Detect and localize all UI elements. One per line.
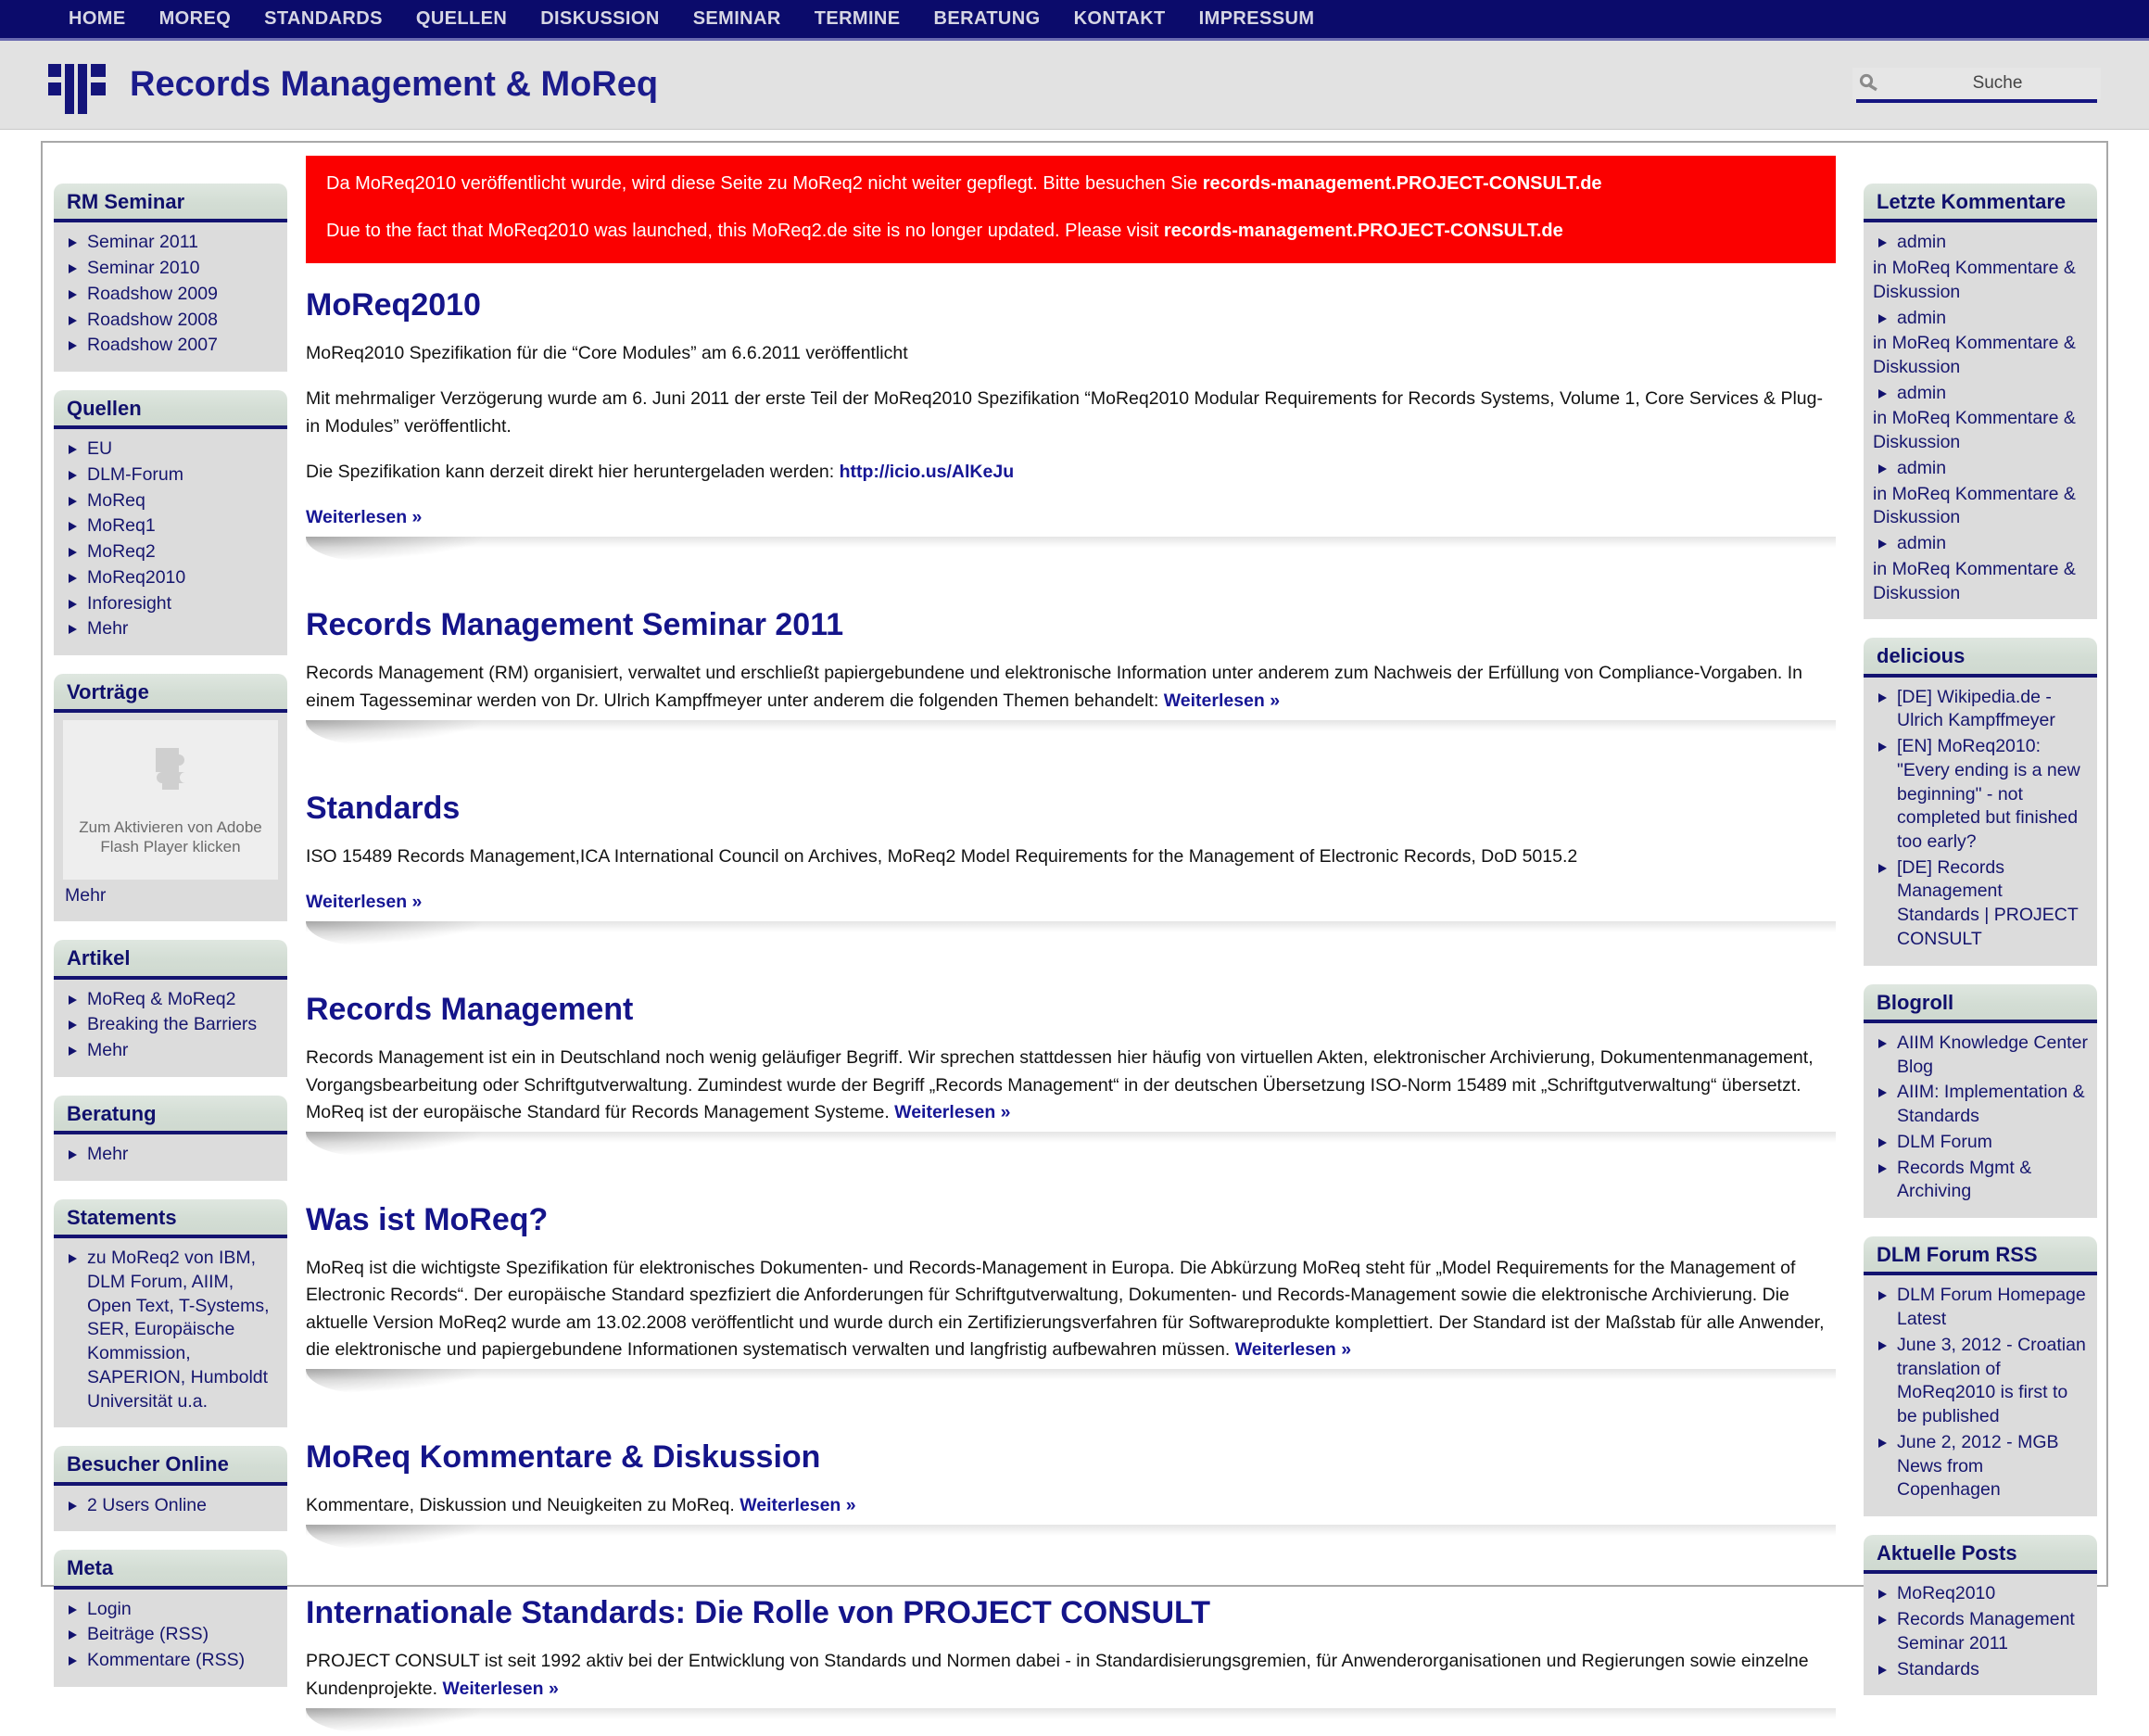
nav-item-home[interactable]: HOME xyxy=(69,8,126,29)
widget-title: RM Seminar xyxy=(67,190,185,213)
widget-body xyxy=(1864,222,2097,619)
widget-artikel xyxy=(54,940,287,1077)
top-navigation-bar xyxy=(0,0,2149,41)
widget-blogroll xyxy=(1864,984,2097,1218)
paragraph-text: PROJECT CONSULT ist seit 1992 aktiv bei der Entwicklung von Standards und Normen dabei - in Standardisierungsgremien, für Anwenderorganisationen und Regierungen sowie einzelne Kundenprojekte. xyxy=(306,1651,1809,1699)
post-body xyxy=(306,1255,1836,1363)
list-item[interactable]: June 2, 2012 - MGB News from Copenhagen xyxy=(1873,1430,2088,1503)
list-item[interactable]: DLM-Forum xyxy=(63,463,278,488)
list-item[interactable]: Breaking the Barriers xyxy=(63,1012,278,1038)
post-paragraph xyxy=(306,340,1836,367)
comment-author[interactable]: admin xyxy=(1873,381,2088,407)
page-curl-shadow xyxy=(306,720,1836,748)
page-title: Records Management & MoReq xyxy=(130,65,659,104)
widget-title: Quellen xyxy=(67,396,142,420)
widget-vortr-ge xyxy=(54,674,287,921)
post-body xyxy=(306,340,1836,531)
comment-author[interactable]: admin xyxy=(1873,456,2088,482)
site-header xyxy=(0,41,2149,130)
list-item[interactable]: Mehr xyxy=(63,1038,278,1064)
page-curl-shadow xyxy=(306,1708,1836,1736)
widget-title: Aktuelle Posts xyxy=(1877,1541,2017,1565)
comment-context: in MoReq Kommentare & Diskussion xyxy=(1873,483,2076,528)
widget-body xyxy=(1864,678,2097,966)
widget-title: Beratung xyxy=(67,1101,157,1125)
widget-header xyxy=(1864,184,2097,222)
post-body xyxy=(306,1045,1836,1126)
flash-player-placeholder[interactable] xyxy=(63,720,278,880)
post-more-row xyxy=(306,504,1836,531)
widget-title: Vorträge xyxy=(67,680,149,704)
widget-body xyxy=(54,980,287,1077)
widget-title: Blogroll xyxy=(1877,990,1954,1014)
widget-header xyxy=(54,1550,287,1589)
list-item[interactable]: [EN] MoReq2010: "Every ending is a new beginning" - not completed but finished too early? xyxy=(1873,734,2088,855)
list-item[interactable]: Kommentare (RSS) xyxy=(63,1648,278,1674)
read-more-link[interactable]: Weiterlesen » xyxy=(442,1678,559,1699)
widget-letzte-kommentare xyxy=(1864,184,2097,619)
widget-header xyxy=(54,674,287,713)
post xyxy=(306,287,1836,564)
list-item[interactable]: Mehr xyxy=(63,1142,278,1168)
page-curl-shadow xyxy=(306,921,1836,949)
widget-body xyxy=(54,429,287,655)
paragraph-text: Records Management (RM) organisiert, verwaltet und erschließt papiergebundene und elektronische Information unter anderem zum Nachweis der Erfüllung von Compliance-Vorgaben. In einem Tagesseminar werden von Dr. Ulrich Kampffmeyer unter anderem die folgenden Themen behandelt: xyxy=(306,663,1803,711)
list-item[interactable]: MoReq xyxy=(63,488,278,514)
post xyxy=(306,607,1836,748)
list-item[interactable]: Roadshow 2009 xyxy=(63,282,278,308)
widget-body xyxy=(54,1590,287,1687)
widget-meta xyxy=(54,1550,287,1687)
post xyxy=(306,992,1836,1159)
search-input[interactable] xyxy=(1882,72,2113,95)
post-inline-link[interactable]: http://icio.us/AlKeJu xyxy=(839,461,1015,482)
nav-item-quellen[interactable]: QUELLEN xyxy=(415,8,508,29)
page-curl-shadow xyxy=(306,1369,1836,1397)
widget-header xyxy=(1864,638,2097,677)
paragraph-text: Mit mehrmaliger Verzögerung wurde am 6. Juni 2011 der erste Teil der MoReq2010 Spezifikation “MoReq2010 Modular Requirements for Records Systems, Volume 1, Core Services & Plug-in Modules” veröffentlicht. xyxy=(306,388,1823,437)
post-paragraph xyxy=(306,1255,1836,1363)
list-item[interactable]: MoReq2010 xyxy=(1873,1581,2088,1607)
nav-item-standards[interactable]: STANDARDS xyxy=(264,8,383,29)
list-item[interactable]: [DE] Wikipedia.de - Ulrich Kampffmeyer xyxy=(1873,685,2088,734)
comment-context: in MoReq Kommentare & Diskussion xyxy=(1873,258,2076,302)
list-item[interactable]: Standards xyxy=(1873,1657,2088,1683)
comment-context: in MoReq Kommentare & Diskussion xyxy=(1873,408,2076,453)
widget-title: Meta xyxy=(67,1556,114,1580)
post-paragraph xyxy=(306,459,1836,486)
list-item[interactable]: Beiträge (RSS) xyxy=(63,1622,278,1648)
list-item[interactable]: MoReq1 xyxy=(63,513,278,539)
read-more-link[interactable]: Weiterlesen » xyxy=(1234,1338,1352,1360)
widget-header xyxy=(54,1199,287,1238)
widget-body xyxy=(1864,1275,2097,1516)
widget-body xyxy=(54,222,287,372)
paragraph-text: MoReq ist die wichtigste Spezifikation für elektronisches Dokumenten- und Records-Management in Europa. Die Abkürzung MoReq steht für „Model Requirements for the Management of Electronic Records“. Der europäische Standard spezfiziert die Anforderungen für Schriftgutverwaltung, Dokumenten- und Records-Management sowie die elektronische Archivierung. Die aktuelle Version MoReq2 wurde am 13.02.2008 veröffentlicht und wurde durch ein Zertifizierungsverfahren für Softwareprodukte komplettiert. Der Standard ist der Maßstab für alle Anwender, die elektronische und papiergebundene Informationen systematisch verwalten und langfristig aufbewahren müssen. xyxy=(306,1258,1825,1360)
post-title[interactable]: MoReq2010 xyxy=(306,287,481,323)
widget-statements xyxy=(54,1199,287,1427)
post xyxy=(306,1595,1836,1736)
nav-item-termine[interactable]: TERMINE xyxy=(814,8,901,29)
paragraph-text: Kommentare, Diskussion und Neuigkeiten zu MoReq. xyxy=(306,1495,740,1515)
list-item[interactable]: zu MoReq2 von IBM, DLM Forum, AIIM, Open Text, T-Systems, SER, Europäische Kommission, SAPERION, Humboldt Universität u.a. xyxy=(63,1246,278,1414)
post-paragraph xyxy=(306,1648,1836,1703)
post-body xyxy=(306,843,1836,917)
widget-body xyxy=(54,1486,287,1532)
list-item[interactable]: AIIM: Implementation & Standards xyxy=(1873,1080,2088,1129)
notice-english-text: Due to the fact that MoReq2010 was launched, this MoReq2.de site is no longer updated. Please visit xyxy=(326,221,1164,241)
nav-item-kontakt[interactable]: KONTAKT xyxy=(1073,8,1166,29)
list-item[interactable]: June 3, 2012 - Croatian translation of MoReq2010 is first to be published xyxy=(1873,1333,2088,1430)
post-title[interactable]: Internationale Standards: Die Rolle von PROJECT CONSULT xyxy=(306,1595,1211,1631)
list-item[interactable]: DLM Forum xyxy=(1873,1130,2088,1156)
widget-title: delicious xyxy=(1877,644,1966,668)
page-curl-shadow xyxy=(306,1525,1836,1552)
widget-aktuelle-posts xyxy=(1864,1535,2097,1695)
list-item[interactable]: Records Mgmt & Archiving xyxy=(1873,1156,2088,1205)
paragraph-text: MoReq2010 Spezifikation für die “Core Modules” am 6.6.2011 veröffentlicht xyxy=(306,343,908,363)
post-title[interactable]: Standards xyxy=(306,790,461,826)
notice-english xyxy=(326,218,1815,245)
search-icon xyxy=(1858,73,1882,94)
ff-logo xyxy=(48,57,106,114)
post-title[interactable]: Was ist MoReq? xyxy=(306,1202,549,1237)
list-item[interactable]: Roadshow 2008 xyxy=(63,308,278,334)
read-more-link[interactable]: Weiterlesen » xyxy=(740,1495,856,1515)
paragraph-text: ISO 15489 Records Management,ICA International Council on Archives, MoReq2 Model Requirements for the Management of Electronic Records, DoD 5015.2 xyxy=(306,845,1578,867)
widget-header xyxy=(1864,984,2097,1023)
nav-item-diskussion[interactable]: DISKUSSION xyxy=(540,8,660,29)
notice-german-text: Da MoReq2010 veröffentlicht wurde, wird diese Seite zu MoReq2 nicht weiter gepflegt. Bitte besuchen Sie xyxy=(326,173,1203,194)
post-title[interactable]: Records Management Seminar 2011 xyxy=(306,607,844,643)
post xyxy=(306,1439,1836,1552)
list-item[interactable]: AIIM Knowledge Center Blog xyxy=(1873,1031,2088,1080)
list-item[interactable]: Seminar 2010 xyxy=(63,256,278,282)
comment-author[interactable]: admin xyxy=(1873,230,2088,256)
widget-more-link[interactable]: Mehr xyxy=(65,885,107,906)
site-notice-banner xyxy=(306,156,1836,263)
content-frame xyxy=(41,141,2108,1699)
widget-besucher-online xyxy=(54,1446,287,1531)
post-more-row xyxy=(306,889,1836,916)
list-item[interactable]: EU xyxy=(63,437,278,463)
list-item[interactable]: 2 Users Online xyxy=(63,1493,278,1519)
list-item[interactable]: DLM Forum Homepage Latest xyxy=(1873,1283,2088,1332)
widget-header xyxy=(1864,1535,2097,1574)
flash-placeholder-text: Zum Aktivieren von Adobe Flash Player klicken xyxy=(79,817,262,856)
widget-header xyxy=(54,940,287,979)
notice-german-link[interactable]: records-management.PROJECT-CONSULT.de xyxy=(1202,173,1602,194)
paragraph-text: Die Spezifikation kann derzeit direkt hier heruntergeladen werden: xyxy=(306,461,840,482)
list-item[interactable]: Inforesight xyxy=(63,591,278,617)
page-curl-shadow xyxy=(306,1132,1836,1159)
widget-delicious xyxy=(1864,638,2097,965)
post-list xyxy=(306,287,1836,1736)
read-more-link[interactable]: Weiterlesen » xyxy=(894,1101,1011,1122)
page-curl-shadow xyxy=(306,537,1836,564)
list-item[interactable]: Login xyxy=(63,1597,278,1623)
list-item[interactable]: MoReq2 xyxy=(63,539,278,565)
list-item[interactable]: [DE] Records Management Standards | PROJECT CONSULT xyxy=(1873,855,2088,953)
nav-item-moreq[interactable]: MOREQ xyxy=(158,8,232,29)
widget-header xyxy=(54,1446,287,1485)
widget-body xyxy=(1864,1574,2097,1695)
widget-dlm-forum-rss xyxy=(1864,1236,2097,1516)
comment-context: in MoReq Kommentare & Diskussion xyxy=(1873,333,2076,377)
left-sidebar xyxy=(54,156,287,1671)
post-title[interactable]: Records Management xyxy=(306,992,634,1028)
read-more-link[interactable]: Weiterlesen » xyxy=(306,507,423,527)
widget-beratung xyxy=(54,1096,287,1181)
list-item[interactable]: Seminar 2011 xyxy=(63,230,278,256)
widget-title: DLM Forum RSS xyxy=(1877,1243,2038,1267)
widget-header xyxy=(1864,1236,2097,1275)
widget-quellen xyxy=(54,390,287,655)
puzzle-piece-icon xyxy=(138,744,203,808)
widget-title: Artikel xyxy=(67,946,131,970)
widget-title: Statements xyxy=(67,1205,177,1229)
post-paragraph xyxy=(306,660,1836,715)
right-sidebar xyxy=(1864,156,2097,1679)
post-body xyxy=(306,1492,1836,1519)
nav-item-impressum[interactable]: IMPRESSUM xyxy=(1198,8,1315,29)
notice-english-link[interactable]: records-management.PROJECT-CONSULT.de xyxy=(1163,221,1563,241)
post-paragraph xyxy=(306,843,1836,870)
nav-item-seminar[interactable]: SEMINAR xyxy=(692,8,781,29)
list-item[interactable]: Records Management Seminar 2011 xyxy=(1873,1607,2088,1656)
widget-header xyxy=(54,184,287,222)
list-item[interactable]: Roadshow 2007 xyxy=(63,333,278,359)
comment-author[interactable]: admin xyxy=(1873,531,2088,557)
widget-body xyxy=(54,1238,287,1427)
comment-context: in MoReq Kommentare & Diskussion xyxy=(1873,558,2076,603)
search-box[interactable] xyxy=(1852,68,2101,103)
main-content xyxy=(287,156,1852,1699)
list-item[interactable]: Mehr xyxy=(63,616,278,642)
post xyxy=(306,1202,1836,1397)
search-underline xyxy=(1856,99,2097,103)
widget-title: Letzte Kommentare xyxy=(1877,190,2067,213)
notice-german xyxy=(326,171,1815,197)
widget-title: Besucher Online xyxy=(67,1452,229,1476)
read-more-link[interactable]: Weiterlesen » xyxy=(1163,690,1281,711)
post-paragraph xyxy=(306,1492,1836,1519)
post-body xyxy=(306,660,1836,715)
widget-header xyxy=(54,390,287,429)
post-body xyxy=(306,1648,1836,1703)
post xyxy=(306,791,1836,950)
widget-body xyxy=(54,1134,287,1181)
widget-body xyxy=(54,713,287,921)
list-item[interactable]: MoReq2010 xyxy=(63,565,278,591)
widget-header xyxy=(54,1096,287,1134)
paragraph-text: Records Management ist ein in Deutschland noch wenig geläufiger Begriff. Wir sprechen stattdessen hier häufig von virtuellen Akten, elektronischer Archivierung, Dokumentenmanagement, Vorgangsbearbeitung oder Schriftgutverwaltung. Zumindest wurde der Begriff „Records Management“ in der deutschen Übersetzung ISO-Norm 15489 mit „Schriftgutverwaltung“ übersetzt. MoReq ist der europäische Standard für Records Management Systeme. xyxy=(306,1047,1814,1122)
post-paragraph xyxy=(306,386,1836,440)
widget-body xyxy=(1864,1023,2097,1218)
post-paragraph xyxy=(306,1045,1836,1126)
post-title[interactable]: MoReq Kommentare & Diskussion xyxy=(306,1439,821,1475)
read-more-link[interactable]: Weiterlesen » xyxy=(306,892,423,912)
nav-item-beratung[interactable]: BERATUNG xyxy=(933,8,1041,29)
list-item[interactable]: MoReq & MoReq2 xyxy=(63,987,278,1013)
comment-author[interactable]: admin xyxy=(1873,306,2088,332)
widget-rm-seminar xyxy=(54,184,287,372)
